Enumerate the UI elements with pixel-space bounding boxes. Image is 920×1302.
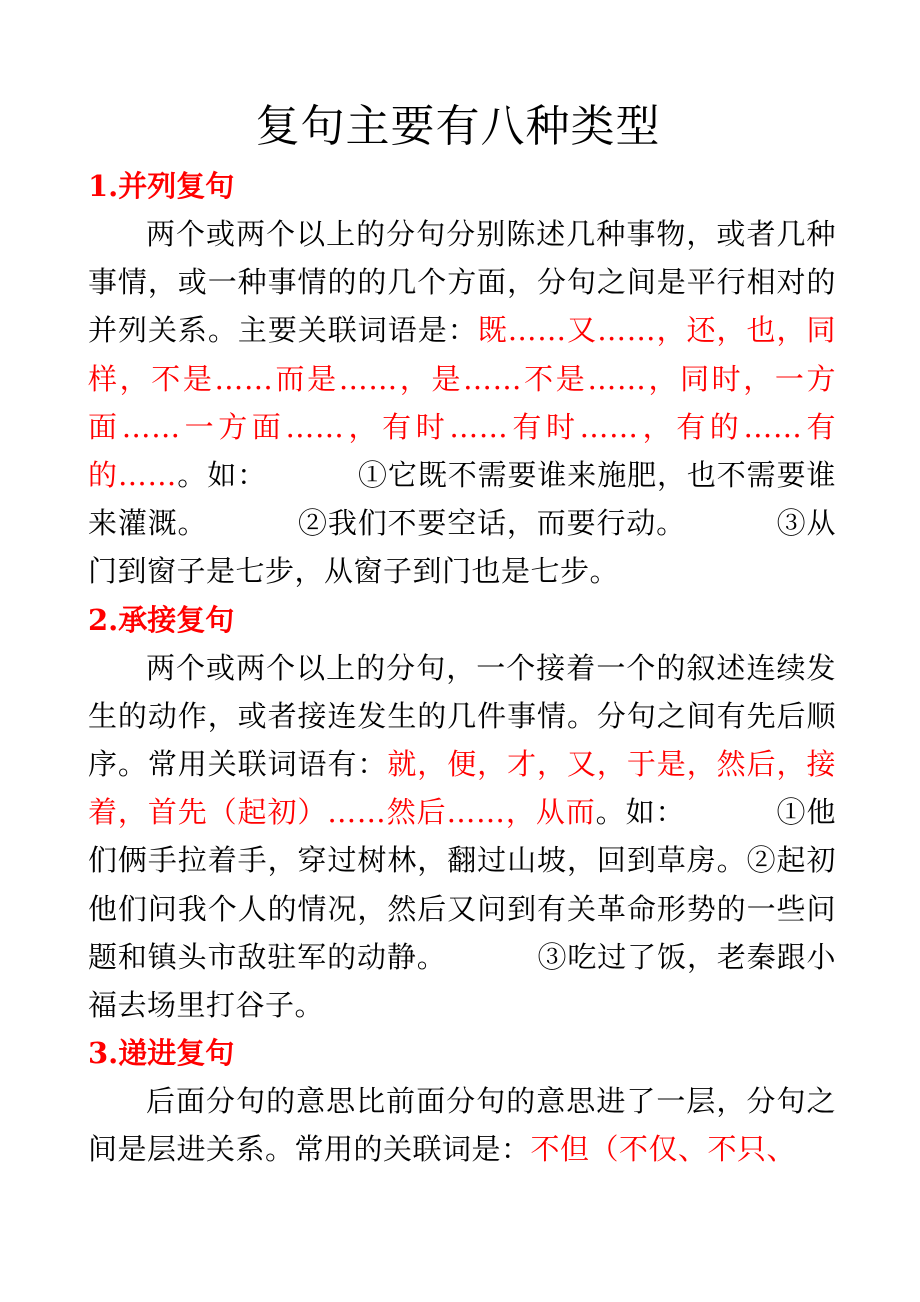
document-title: 复句主要有八种类型 (255, 101, 661, 152)
section-body-2 (88, 644, 836, 1030)
section-intro: 两个或两个以上的分句分别陈述几种事物，或者几种事情，或一种事情的的几个方面，分句之间是平行相对的并列关系。主要关联词语是： (88, 217, 836, 348)
example-item: ③从门到窗子是七步，从窗子到门也是七步。 (88, 506, 836, 589)
section-heading-1: 1.并列复句 (88, 169, 235, 203)
section-body-3 (88, 1077, 836, 1173)
keyword-list: 就，便，才，又，于是，然后，接着，首先（起初）……然后……，从而 (88, 747, 836, 830)
example-item: ①他们俩手拉着手，穿过树林，翻过山坡，回到草房。 (88, 795, 836, 878)
section-heading-3: 3.递进复句 (88, 1036, 235, 1071)
example-item: ②起初他们问我个人的情况，然后又问到有关革命形势的一些问题和镇头市敌驻军的动静。 (88, 843, 836, 974)
section-heading-2: 2.承接复句 (88, 602, 235, 637)
section-body-1 (88, 210, 836, 596)
example-item: ③吃过了饭，老秦跟小福去场里打谷子。 (88, 939, 836, 1023)
section-intro: 两个或两个以上的分句，一个接着一个的叙述连续发生的动作，或者接连发生的几件事情。分句之间有先后顺序。常用关联词语有： (88, 650, 836, 782)
section-intro: 后面分句的意思比前面分句的意思进了一层，分句之间是层进关系。常用的关联词是： (88, 1084, 836, 1167)
example-lead: 。如： (595, 795, 686, 830)
keyword-list: 既……又……，还，也，同样，不是……而是……，是……不是……，同时，一方面……一方面……，有时……有时……，有的……有的…… (88, 313, 836, 493)
keyword-list: 不但（不仅、不只、 (530, 1132, 797, 1167)
example-lead: 。如： (176, 458, 267, 493)
example-item: ②我们不要空话，而要行动。 (298, 506, 687, 541)
document-page (88, 92, 836, 1174)
example-item: ①它既不需要谁来施肥，也不需要谁来灌溉。 (88, 458, 836, 541)
